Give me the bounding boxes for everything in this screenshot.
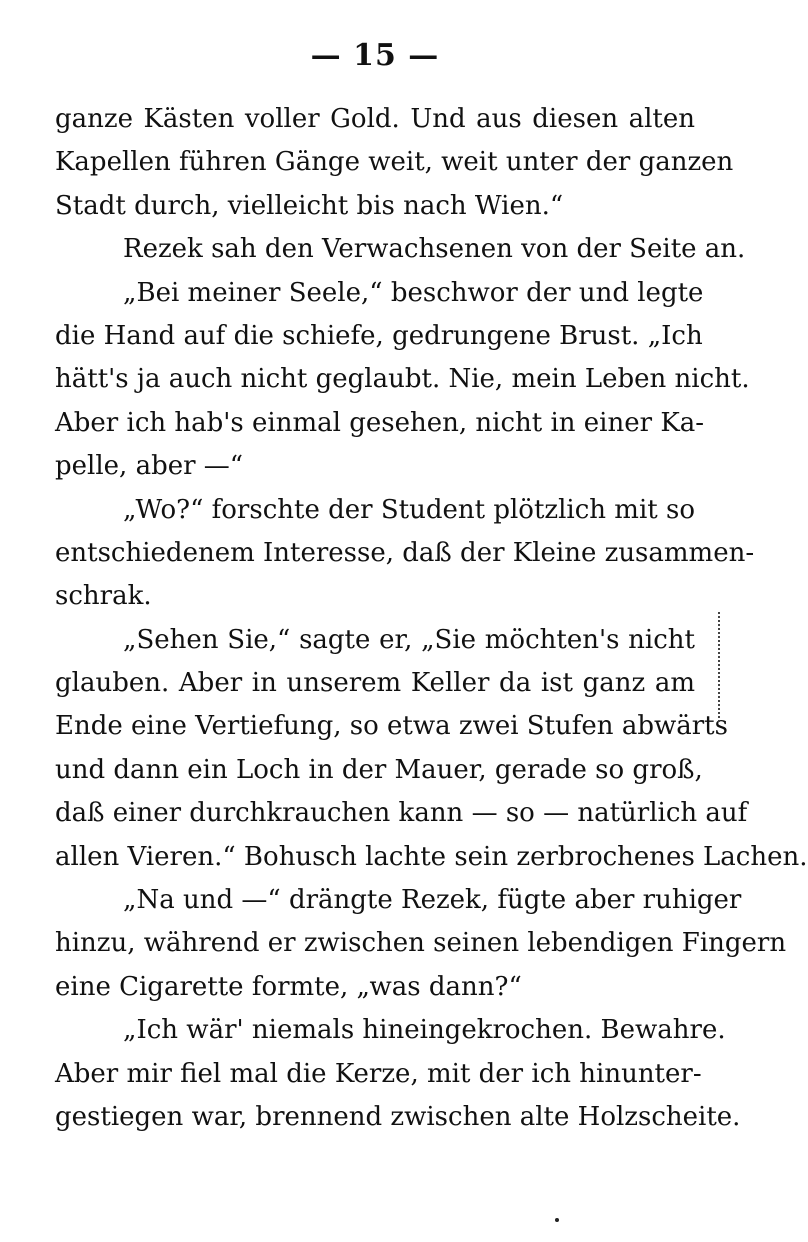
ink-speck	[555, 1218, 559, 1222]
text-line: Stadt durch, vielleicht bis nach Wien.“	[55, 190, 564, 221]
text-line: hätt's ja auch nicht geglaubt. Nie, mein Leben nicht.	[55, 364, 750, 395]
text-line: „Ich wär' niemals hineingekrochen. Bewahre.	[123, 1015, 726, 1046]
text-line: ganze Kästen voller Gold. Und aus diesen alten	[55, 104, 695, 134]
text-line: schrak.	[55, 581, 152, 612]
text-line: Rezek sah den Verwachsenen von der Seite an.	[123, 234, 746, 265]
text-line: entschiedenem Interesse, daß der Kleine zusammen-	[55, 537, 755, 568]
text-line: Kapellen führen Gänge weit, weit unter der ganzen	[55, 147, 734, 178]
text-line: „Na und —“ drängte Rezek, fügte aber ruhiger	[123, 885, 742, 916]
margin-marks	[718, 612, 722, 722]
text-line: die Hand auf die schiefe, gedrungene Brust. „Ich	[55, 320, 703, 351]
text-line: pelle, aber —“	[55, 451, 244, 482]
text-line: hinzu, während er zwischen seinen lebendigen Fingern	[55, 928, 787, 959]
text-line: eine Cigarette formte, „was dann?“	[55, 971, 522, 1002]
body-text	[55, 98, 808, 1139]
text-line: glauben. Aber in unserem Keller da ist ganz am	[55, 668, 695, 699]
text-line: allen Vieren.“ Bohusch lachte sein zerbrochenes Lachen.	[55, 841, 808, 872]
text-line: Aber mir fiel mal die Kerze, mit der ich hinunter-	[55, 1058, 702, 1089]
text-line: „Sehen Sie,“ sagte er, „Sie möchten's nicht	[123, 624, 695, 655]
text-line: Ende eine Vertiefung, so etwa zwei Stufen abwärts	[55, 711, 728, 742]
text-line: gestiegen war, brennend zwischen alte Holzscheite.	[55, 1101, 741, 1132]
text-line: Aber ich hab's einmal gesehen, nicht in einer Ka-	[55, 407, 705, 438]
text-line: „Wo?“ forschte der Student plötzlich mit so	[123, 494, 695, 525]
page-number: — 15 —	[310, 38, 440, 73]
text-line: „Bei meiner Seele,“ beschwor der und legte	[123, 277, 704, 308]
text-line: daß einer durchkrauchen kann — so — natürlich auf	[55, 798, 748, 829]
text-line: und dann ein Loch in der Mauer, gerade so groß,	[55, 754, 703, 785]
